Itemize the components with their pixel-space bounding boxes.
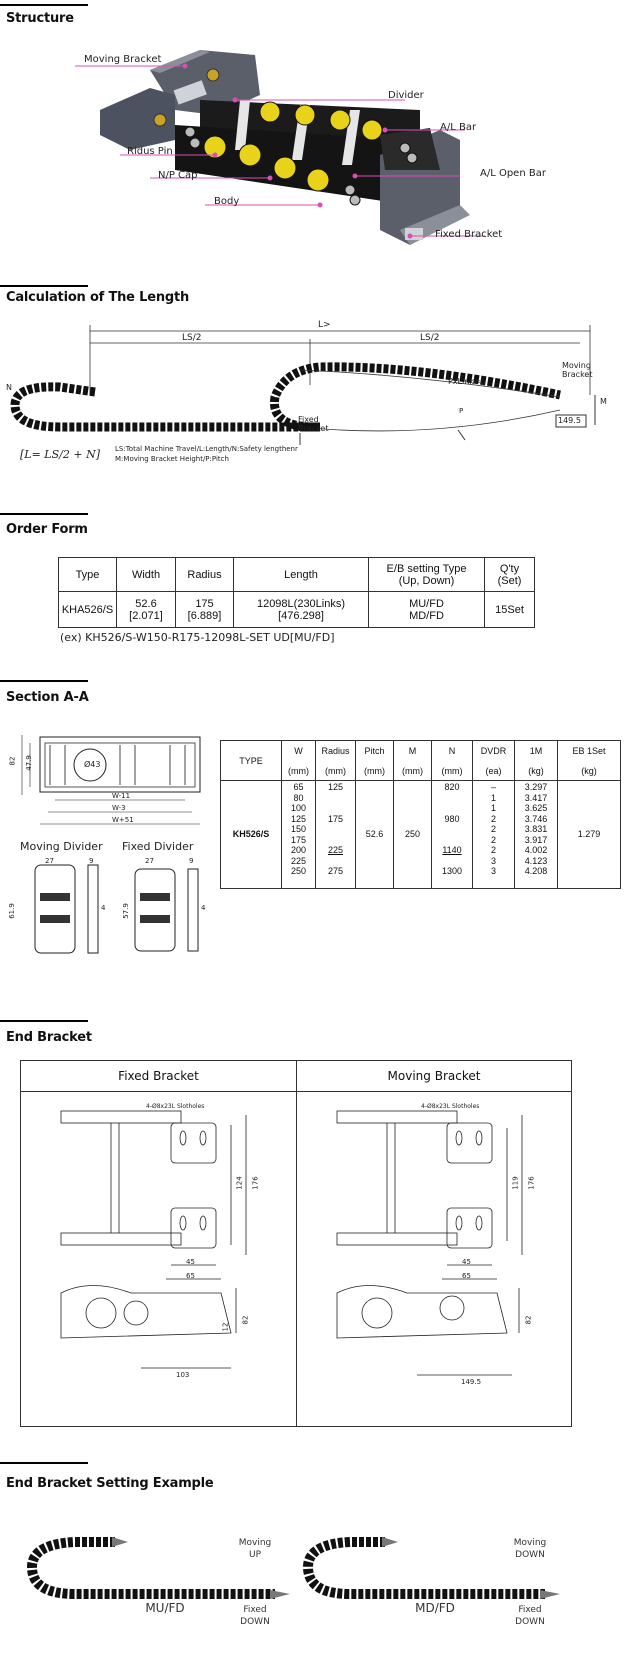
dim-circle: Ø43 bbox=[84, 760, 101, 769]
structure-illustration bbox=[0, 0, 630, 270]
structure-section bbox=[0, 0, 630, 270]
label-radius-pin: Ridus Pin bbox=[127, 146, 173, 157]
formula-legend-2: M:Moving Bracket Height/P:Pitch bbox=[115, 455, 229, 463]
spec-header-row bbox=[221, 741, 621, 781]
moving-dim-119: 119 bbox=[511, 1176, 520, 1190]
order-cell-type: KHA526/S bbox=[59, 592, 117, 628]
spec-header-m: M (mm) bbox=[394, 741, 432, 781]
section-title-order: Order Form bbox=[6, 522, 88, 537]
dim-149-5: 149.5 bbox=[558, 416, 581, 425]
dim-L: L> bbox=[318, 320, 331, 330]
dim-m-right: M bbox=[600, 397, 607, 406]
section-rule bbox=[0, 285, 88, 287]
section-rule bbox=[0, 680, 88, 682]
dim-n-left: N bbox=[6, 383, 12, 392]
spec-header-type: TYPE bbox=[221, 741, 282, 781]
dim-ls2-right: LS/2 bbox=[420, 333, 440, 343]
moving-dim-45: 45 bbox=[462, 1258, 471, 1266]
moving-bracket-title: Moving Bracket bbox=[387, 1069, 481, 1083]
spec-cell-1m: 3.297 3.417 3.625 3.746 3.831 3.917 4.002 4.123 4.208 bbox=[515, 781, 558, 889]
md-dim-h: 61.9 bbox=[7, 903, 16, 919]
order-cell-radius: 175 [6.889] bbox=[176, 592, 234, 628]
fd-dim-h: 57.9 bbox=[121, 903, 130, 919]
section-title-end-bracket: End Bracket bbox=[6, 1030, 92, 1045]
chain-left-loop bbox=[15, 387, 300, 427]
label-body: Body bbox=[214, 196, 240, 207]
dim-pxlink: PxLink=L bbox=[448, 377, 486, 386]
label-divider: Divider bbox=[388, 90, 424, 101]
label-moving-divider: Moving Divider bbox=[20, 840, 103, 853]
order-header-eb: E/B setting Type (Up, Down) bbox=[369, 558, 485, 592]
spec-table bbox=[220, 740, 621, 889]
section-aa bbox=[0, 680, 630, 980]
spec-cell-radius: 125 175 225 275 bbox=[316, 781, 356, 889]
spec-header-radius: Radius (mm) bbox=[316, 741, 356, 781]
order-example: (ex) KH526/S-W150-R175-12098L-SET UD[MU/FD] bbox=[60, 631, 335, 644]
dim-h82: 82 bbox=[8, 756, 17, 766]
moving-bracket-drawing bbox=[297, 1093, 571, 1423]
label-fixed-bracket: Fixed Bracket bbox=[435, 229, 503, 240]
spec-cell-m: 250 bbox=[394, 781, 432, 889]
section-rule bbox=[0, 513, 88, 515]
label-al-bar: A/L Bar bbox=[440, 122, 477, 133]
section-title-aa: Section A-A bbox=[6, 690, 89, 705]
spec-cell-dvdr: – 1 1 2 2 2 2 3 3 bbox=[473, 781, 515, 889]
label-moving-bracket-calc: Moving Bracket bbox=[562, 361, 593, 379]
fixed-dim-45: 45 bbox=[186, 1258, 195, 1266]
dim-w11: W-11 bbox=[112, 792, 131, 800]
md-dim-s: 4 bbox=[101, 904, 106, 912]
spec-cell-pitch: 52.6 bbox=[356, 781, 394, 889]
fixed-dim-103: 103 bbox=[176, 1371, 190, 1379]
fixed-dim-124: 124 bbox=[235, 1176, 244, 1190]
md-dim-t: 9 bbox=[89, 857, 94, 865]
spec-cell-eb: 1.279 bbox=[558, 781, 621, 889]
order-header-width: Width bbox=[117, 558, 176, 592]
setting-left-code: MU/FD bbox=[145, 1601, 185, 1615]
setting-example-section bbox=[0, 1462, 630, 1660]
fixed-dim-176: 176 bbox=[251, 1176, 260, 1190]
dim-h479: 47.9 bbox=[24, 755, 33, 771]
order-cell-qty: 15Set bbox=[485, 592, 535, 628]
dim-w51: W+51 bbox=[112, 816, 134, 824]
order-header-qty: Q'ty (Set) bbox=[485, 558, 535, 592]
setting-example-drawing bbox=[0, 1502, 630, 1652]
order-cell-eb: MU/FD MD/FD bbox=[369, 592, 485, 628]
order-header-row bbox=[59, 558, 535, 592]
divider-drawings bbox=[7, 855, 220, 965]
spec-cell-n: 820 980 1140 1300 bbox=[432, 781, 473, 889]
formula-legend-1: LS:Total Machine Travel/L:Length/N:Safety lengthenr bbox=[115, 445, 298, 453]
moving-slotholes: 4-Ø8x23L Slotholes bbox=[421, 1103, 480, 1110]
fixed-bracket-title: Fixed Bracket bbox=[118, 1069, 199, 1083]
order-header-length: Length bbox=[234, 558, 369, 592]
fixed-dim-65: 65 bbox=[186, 1272, 195, 1280]
label-np-cap: N/P Cap bbox=[158, 170, 198, 181]
dim-w3: W-3 bbox=[112, 804, 126, 812]
section-rule bbox=[0, 1020, 88, 1022]
label-fixed-divider: Fixed Divider bbox=[122, 840, 194, 853]
label-al-open-bar: A/L Open Bar bbox=[480, 168, 546, 179]
md-dim-w: 27 bbox=[45, 857, 54, 865]
label-moving-bracket: Moving Bracket bbox=[84, 54, 162, 65]
section-title-structure: Structure bbox=[6, 11, 74, 26]
setting-left-bottom: Fixed DOWN bbox=[240, 1605, 270, 1627]
order-header-type: Type bbox=[59, 558, 117, 592]
order-cell-width: 52.6 [2.071] bbox=[117, 592, 176, 628]
order-header-radius: Radius bbox=[176, 558, 234, 592]
section-rule bbox=[0, 1462, 88, 1464]
moving-dim-65: 65 bbox=[462, 1272, 471, 1280]
fd-dim-w: 27 bbox=[145, 857, 154, 865]
order-cell-length: 12098L(230Links) [476.298] bbox=[234, 592, 369, 628]
moving-dim-82: 82 bbox=[524, 1315, 533, 1325]
spec-header-dvdr: DVDR (ea) bbox=[473, 741, 515, 781]
spec-header-n: N (mm) bbox=[432, 741, 473, 781]
fixed-dim-82: 82 bbox=[241, 1315, 250, 1325]
order-form-section bbox=[0, 513, 630, 658]
end-bracket-box bbox=[20, 1060, 572, 1427]
section-title-length: Calculation of The Length bbox=[6, 290, 190, 305]
fixed-bracket-drawing bbox=[21, 1093, 295, 1423]
end-bracket-section bbox=[0, 1020, 630, 1450]
setting-left-top: Moving UP bbox=[238, 1538, 272, 1560]
spec-header-pitch: Pitch (mm) bbox=[356, 741, 394, 781]
label-fixed-bracket-calc: Fixed Bracket bbox=[298, 415, 329, 433]
setting-right-bottom: Fixed DOWN bbox=[515, 1605, 545, 1627]
spec-cell-type: KH526/S bbox=[221, 781, 282, 889]
spec-header-eb: EB 1Set (kg) bbox=[558, 741, 621, 781]
section-aa-drawing bbox=[10, 725, 220, 855]
spec-header-1m: 1M (kg) bbox=[515, 741, 558, 781]
fd-dim-t: 9 bbox=[189, 857, 194, 865]
formula: [L= LS/2 + N] bbox=[20, 448, 100, 461]
spec-cell-w: 65 80 100 125 150 175 200 225 250 bbox=[282, 781, 316, 889]
length-section bbox=[0, 285, 630, 500]
fixed-slotholes: 4-Ø8x23L Slotholes bbox=[146, 1103, 205, 1110]
setting-right-top: Moving DOWN bbox=[513, 1538, 547, 1560]
order-form-table bbox=[58, 557, 535, 628]
spec-data-row bbox=[221, 781, 621, 889]
setting-right-code: MD/FD bbox=[415, 1601, 455, 1615]
spec-header-w: W (mm) bbox=[282, 741, 316, 781]
section-title-setting: End Bracket Setting Example bbox=[6, 1476, 214, 1491]
moving-dim-176: 176 bbox=[527, 1176, 536, 1190]
order-data-row bbox=[59, 592, 535, 628]
dim-ls2-left: LS/2 bbox=[182, 333, 202, 343]
fd-dim-s: 4 bbox=[201, 904, 206, 912]
moving-dim-149-5: 149.5 bbox=[461, 1378, 482, 1386]
fixed-dim-12: 12 bbox=[221, 1322, 230, 1332]
dim-p: P bbox=[459, 407, 464, 415]
